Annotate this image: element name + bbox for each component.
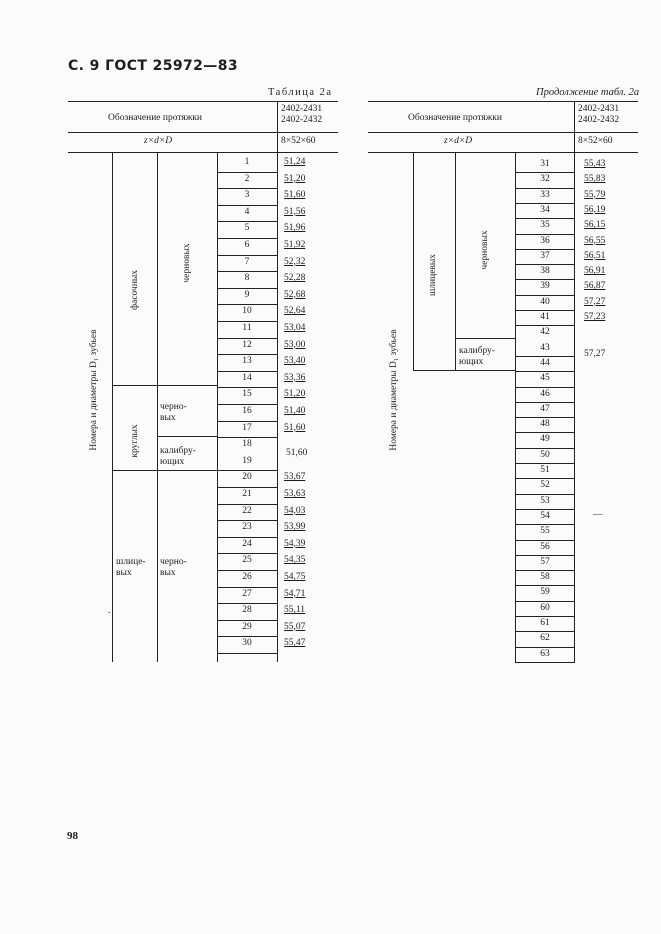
tooth-number: 26 xyxy=(242,572,252,582)
right-vertical-label: Номера и диаметры D₁ зубьев xyxy=(389,329,399,451)
tooth-number: 10 xyxy=(242,306,252,317)
tooth-diameter: 51,40 xyxy=(284,406,306,416)
row-rule xyxy=(515,570,575,571)
right-group-shlitsevykh: шлицевых xyxy=(428,253,438,297)
tooth-number: 33 xyxy=(540,189,550,200)
right-col-header: Обозначение протяжки xyxy=(408,113,502,123)
tooth-number: 61 xyxy=(540,618,550,628)
row-rule xyxy=(217,603,277,604)
tooth-number: 59 xyxy=(540,587,550,598)
tooth-diameter: 51,96 xyxy=(284,223,306,234)
tooth-number: 8 xyxy=(244,273,250,284)
row-rule xyxy=(217,520,277,521)
right-table-caption: Продолжение табл. 2а xyxy=(536,87,640,98)
row-rule xyxy=(217,321,277,322)
tooth-number: 31 xyxy=(540,159,550,169)
page-number: 98 xyxy=(67,830,78,842)
tooth-number: 24 xyxy=(242,538,252,549)
left-col-header: Обозначение протяжки xyxy=(108,113,202,123)
tooth-number: 32 xyxy=(540,174,550,185)
tooth-number: 18 xyxy=(242,439,252,450)
row-rule xyxy=(217,371,277,372)
tooth-number: 42 xyxy=(540,327,550,338)
row-rule xyxy=(217,470,277,471)
row-rule xyxy=(217,188,277,189)
tooth-number: 35 xyxy=(540,220,550,231)
tooth-number: 51 xyxy=(540,465,550,475)
tooth-diameter: 55,07 xyxy=(284,621,306,632)
left-sub-chernovykh-1: черно- xyxy=(160,402,187,412)
tooth-diameter: 53,04 xyxy=(284,323,306,333)
right-code-2: 2402-2432 xyxy=(578,115,620,125)
tooth-diameter: 52,68 xyxy=(284,289,306,300)
row-rule xyxy=(217,504,277,505)
tooth-diameter: 55,43 xyxy=(584,159,606,169)
row-rule xyxy=(217,404,277,405)
tooth-diameter: 56,55 xyxy=(584,235,606,246)
tooth-number: 50 xyxy=(540,449,550,460)
row-rule xyxy=(515,172,575,173)
tooth-diameter: 53,63 xyxy=(284,489,306,499)
tooth-number: 40 xyxy=(540,296,550,307)
tooth-diameter: 52,32 xyxy=(284,256,306,267)
tooth-diameter: 56,87 xyxy=(584,281,606,292)
right-sub-kalibr-2: ющих xyxy=(459,357,484,367)
tooth-number: 38 xyxy=(540,266,550,277)
tooth-diameter: 51,60 xyxy=(284,422,306,433)
row-rule xyxy=(217,221,277,222)
right-size: 8×52×60 xyxy=(578,136,613,146)
tooth-diameter: 53,99 xyxy=(284,522,306,533)
row-rule xyxy=(515,218,575,219)
tooth-number: 55 xyxy=(540,526,550,537)
tooth-number: 15 xyxy=(242,389,252,400)
tooth-number: 62 xyxy=(540,633,550,644)
tooth-diameter: 51,20 xyxy=(284,389,306,400)
tooth-number: 6 xyxy=(244,240,250,250)
left-code-1: 2402-2431 xyxy=(281,104,323,114)
tooth-diameter: 51,56 xyxy=(284,206,306,217)
tooth-number: 7 xyxy=(244,256,250,267)
row-rule xyxy=(515,494,575,495)
row-rule xyxy=(515,279,575,280)
row-rule xyxy=(515,402,575,403)
tooth-number: 52 xyxy=(540,480,550,491)
right-sub-kalibr-1: калибру- xyxy=(459,346,495,356)
row-rule xyxy=(217,354,277,355)
row-rule xyxy=(515,325,575,326)
row-rule xyxy=(515,188,575,189)
row-rule xyxy=(515,647,575,648)
right-merged-42-43: 57,27 xyxy=(584,349,606,359)
tooth-number: 34 xyxy=(540,204,550,215)
tooth-number: 11 xyxy=(242,323,252,333)
row-rule xyxy=(217,553,277,554)
tooth-number: 29 xyxy=(242,621,252,632)
row-rule xyxy=(217,387,277,388)
row-rule xyxy=(515,601,575,602)
tooth-number: 41 xyxy=(540,312,550,322)
tooth-number: 58 xyxy=(540,572,550,583)
tooth-diameter: 53,40 xyxy=(284,356,306,367)
row-rule xyxy=(515,371,575,372)
page-header: С. 9 ГОСТ 25972—83 xyxy=(68,58,238,74)
tooth-diameter: 51,92 xyxy=(284,240,306,250)
row-rule xyxy=(217,338,277,339)
row-rule xyxy=(217,587,277,588)
row-rule xyxy=(217,172,277,173)
left-code-2: 2402-2432 xyxy=(281,115,323,125)
tooth-diameter: 54,39 xyxy=(284,538,306,549)
right-param: z×d×D xyxy=(444,136,473,146)
tooth-number: 49 xyxy=(540,434,550,445)
tooth-number: 25 xyxy=(242,555,252,566)
row-rule xyxy=(217,288,277,289)
tooth-diameter: 55,47 xyxy=(284,638,306,649)
tooth-diameter: 53,00 xyxy=(284,339,306,350)
row-rule xyxy=(515,524,575,525)
right-code-1: 2402-2431 xyxy=(578,104,620,114)
row-rule xyxy=(515,631,575,632)
left-size: 8×52×60 xyxy=(281,136,316,146)
row-rule xyxy=(515,387,575,388)
tooth-number: 46 xyxy=(540,388,550,399)
left-group-shlitsevykh-1: шлице- xyxy=(116,557,146,567)
left-group-shlitsevykh-2: вых xyxy=(116,568,132,578)
tooth-number: 27 xyxy=(242,588,252,599)
tooth-number: 48 xyxy=(540,419,550,430)
row-rule xyxy=(515,417,575,418)
row-rule xyxy=(515,540,575,541)
row-rule xyxy=(217,570,277,571)
row-rule xyxy=(515,448,575,449)
left-group-kruglykh: круглых xyxy=(130,424,140,458)
tooth-diameter: 55,83 xyxy=(584,174,606,185)
tooth-diameter: 55,79 xyxy=(584,189,606,200)
row-rule xyxy=(217,205,277,206)
tooth-diameter: 54,71 xyxy=(284,588,306,599)
tooth-number: 43 xyxy=(540,342,550,353)
row-rule xyxy=(515,463,575,464)
row-rule xyxy=(515,234,575,235)
tooth-number: 28 xyxy=(242,605,252,616)
row-rule xyxy=(217,437,277,438)
tooth-number: 23 xyxy=(242,522,252,533)
row-rule xyxy=(217,487,277,488)
tooth-number: 57 xyxy=(540,556,550,567)
row-rule xyxy=(217,636,277,637)
tooth-diameter: 51,60 xyxy=(284,190,306,201)
tooth-number: 5 xyxy=(244,223,250,234)
row-rule xyxy=(515,249,575,250)
tooth-diameter: 54,75 xyxy=(284,572,306,582)
tooth-number: 4 xyxy=(244,206,250,217)
row-rule xyxy=(515,585,575,586)
tooth-diameter: 53,36 xyxy=(284,372,306,383)
tooth-number: 3 xyxy=(244,190,250,201)
tooth-diameter: 52,28 xyxy=(284,273,306,284)
tooth-number: 39 xyxy=(540,281,550,292)
left-table-caption: Таблица 2а xyxy=(268,87,333,98)
row-rule xyxy=(515,509,575,510)
row-rule xyxy=(217,238,277,239)
tooth-number: 37 xyxy=(540,250,550,261)
row-rule xyxy=(217,620,277,621)
tooth-number: 63 xyxy=(540,648,550,659)
tooth-diameter: 56,15 xyxy=(584,220,606,231)
tooth-number: 22 xyxy=(242,505,252,516)
tooth-diameter: 57,27 xyxy=(584,296,606,307)
row-rule xyxy=(515,203,575,204)
tooth-number: 53 xyxy=(540,495,550,506)
row-rule xyxy=(515,555,575,556)
left-sub-kalibr-1: калибру- xyxy=(160,446,196,456)
tooth-number: 47 xyxy=(540,403,550,414)
tooth-number: 36 xyxy=(540,235,550,246)
tooth-number: 45 xyxy=(540,373,550,384)
tooth-diameter: 56,91 xyxy=(584,266,606,277)
row-rule xyxy=(515,356,575,357)
row-rule xyxy=(515,616,575,617)
tooth-diameter: 56,19 xyxy=(584,204,606,215)
tooth-number: 44 xyxy=(540,357,550,368)
right-dash: — xyxy=(593,510,603,520)
tooth-diameter: 51,24 xyxy=(284,157,306,167)
tooth-number: 1 xyxy=(244,157,250,167)
tooth-diameter: 52,64 xyxy=(284,306,306,317)
tooth-number: 19 xyxy=(242,455,252,466)
tooth-number: 60 xyxy=(540,602,550,613)
tooth-diameter: 54,03 xyxy=(284,505,306,516)
left-sub-chernovykh-3: черно- xyxy=(160,557,187,567)
left-group-fasonnykh: фасочных xyxy=(130,269,140,311)
row-rule xyxy=(217,421,277,422)
row-rule xyxy=(515,295,575,296)
row-rule xyxy=(515,432,575,433)
tooth-diameter: 56,51 xyxy=(584,250,606,261)
row-rule xyxy=(217,653,277,654)
tooth-diameter: 55,11 xyxy=(284,605,306,616)
left-param: z×d×D xyxy=(144,136,173,146)
row-rule xyxy=(217,255,277,256)
tooth-diameter: 57,23 xyxy=(584,312,606,322)
row-rule xyxy=(515,264,575,265)
row-rule xyxy=(515,478,575,479)
tooth-number: 16 xyxy=(242,406,252,416)
left-sub-chernovykh-2: вых xyxy=(160,413,176,423)
stray-dot: . xyxy=(108,606,111,616)
left-sub-chernovykh-4: вых xyxy=(160,568,176,578)
left-sub-kalibr-2: ющих xyxy=(160,457,185,467)
tooth-diameter: 51,20 xyxy=(284,173,306,184)
tooth-number: 9 xyxy=(244,289,250,300)
tooth-number: 17 xyxy=(242,422,252,433)
tooth-diameter: 54,35 xyxy=(284,555,306,566)
tooth-number: 12 xyxy=(242,339,252,350)
left-sub-chernovykh-rot: черновых xyxy=(182,243,192,283)
tooth-diameter: 53,67 xyxy=(284,472,306,483)
tooth-number: 2 xyxy=(244,173,250,184)
row-rule xyxy=(217,304,277,305)
tooth-number: 54 xyxy=(540,510,550,521)
row-rule xyxy=(515,310,575,311)
right-sub-chernovykh: черновых xyxy=(480,230,490,270)
tooth-number: 56 xyxy=(540,541,550,552)
tooth-number: 21 xyxy=(242,489,252,499)
left-merged-18-19: 51,60 xyxy=(286,448,308,458)
tooth-number: 30 xyxy=(242,638,252,649)
row-rule xyxy=(515,662,575,663)
row-rule xyxy=(217,537,277,538)
tooth-number: 20 xyxy=(242,472,252,483)
tooth-number: 14 xyxy=(242,372,252,383)
left-vertical-label: Номера и диаметры D₁ зубьев xyxy=(89,329,99,451)
tooth-number: 13 xyxy=(242,356,252,367)
row-rule xyxy=(217,271,277,272)
